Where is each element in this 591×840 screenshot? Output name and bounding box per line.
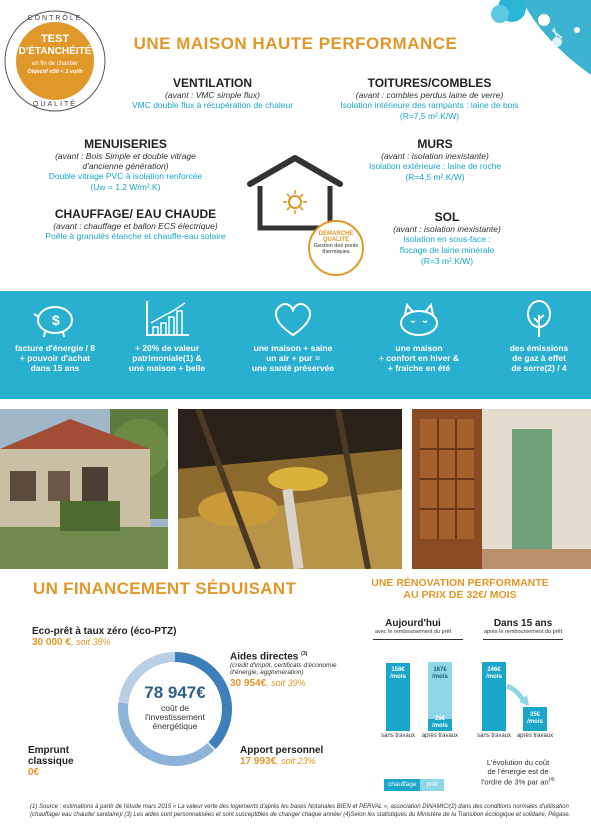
benefit-item bbox=[484, 299, 591, 373]
total-sub1: coût de bbox=[161, 703, 189, 713]
later-divider bbox=[483, 639, 563, 640]
murs-after1: Isolation extérieure : laine de roche bbox=[368, 161, 502, 171]
benefit-line3: une maison + belle bbox=[128, 363, 206, 373]
apport-label: Apport personnel bbox=[240, 745, 324, 756]
sol-avant: (avant : isolation inexistante) bbox=[393, 224, 501, 234]
today-sub: avec le remboursement du prêt bbox=[374, 629, 452, 635]
toitures-block bbox=[332, 76, 527, 122]
emprunt-block bbox=[28, 745, 108, 778]
aides-detail2: d'énergie, agglomération) bbox=[230, 669, 304, 677]
label-sans-travaux-later: sans travaux bbox=[476, 733, 512, 739]
emprunt-label2: classique bbox=[28, 756, 74, 767]
benefit-line1: facture d'énergie / 8 bbox=[15, 343, 95, 353]
interior-door-photo bbox=[412, 409, 591, 569]
apport-share: , soit 23% bbox=[276, 756, 316, 766]
toitures-after2: (R=7,5 m².K/W) bbox=[399, 111, 460, 121]
label-sans-travaux-today: sans travaux bbox=[380, 733, 416, 739]
evolution-note bbox=[472, 758, 564, 787]
quality-badge bbox=[3, 9, 107, 113]
ventilation-after: VMC double flux à récupération de chaleur bbox=[131, 100, 294, 110]
piggy-bank-icon bbox=[31, 299, 79, 339]
total-sub3: énergétique bbox=[152, 721, 198, 731]
attic-insulation-photo bbox=[178, 409, 402, 569]
benefits-band bbox=[0, 291, 591, 399]
later-header bbox=[478, 618, 568, 635]
house-exterior-photo bbox=[0, 409, 168, 569]
benefit-item bbox=[112, 299, 222, 373]
legend-chauffage: chauffage bbox=[384, 779, 420, 791]
benefit-line2: un air + pur = bbox=[266, 353, 320, 363]
aides-amount: 30 954€ bbox=[230, 678, 267, 690]
ptz-share: , soit 38% bbox=[70, 637, 111, 647]
benefit-line3: + fraîche en été bbox=[387, 363, 451, 373]
label-apres-travaux-later: après travaux bbox=[516, 733, 554, 739]
chauffage-block bbox=[28, 207, 243, 242]
footnote: (1) Source : estimations à partir de l'étude mars 2015 « La valeur verte des logements d'après les bases Notariales BIEN et PERVAL », association DINAMIC/(2) dans des conditions normales d'utilisation (chauffage/ eau chaude/ sanitaire)/ (3) Les aides sont personnalisées et sont susceptibles de changer chaque année/ (4)Selon les statistiques du Ministère de la Transition écologique et solidaire, Pégase. bbox=[30, 804, 571, 818]
renovation-title bbox=[360, 577, 560, 601]
donut-center bbox=[115, 683, 235, 731]
ptz-block bbox=[32, 626, 202, 648]
benefit-line1: + 20% de valeur bbox=[134, 343, 200, 353]
sol-after1: Isolation en sous-face : bbox=[403, 234, 491, 244]
bar-label-today-pret: 167€ /mois bbox=[432, 667, 448, 680]
benefit-item bbox=[364, 299, 474, 373]
ventilation-avant: (avant : VMC simple flux) bbox=[165, 90, 260, 100]
murs-block bbox=[365, 137, 505, 183]
demarche-line1: DÉMARCHE bbox=[318, 231, 354, 237]
murs-title: MURS bbox=[417, 137, 453, 151]
menuiseries-avant1: (avant : Bois Simple et double vitrage bbox=[55, 151, 196, 161]
demarche-line3: Gestion des ponts bbox=[313, 243, 359, 249]
legend bbox=[384, 779, 444, 791]
menuiseries-block bbox=[38, 137, 213, 193]
today-divider bbox=[373, 639, 463, 640]
later-title: Dans 15 ans bbox=[493, 618, 553, 629]
murs-avant: (avant : isolation inexistante) bbox=[381, 151, 489, 161]
aides-sup: (3) bbox=[301, 651, 308, 657]
bar-label-today-sans: 158€ /mois bbox=[390, 667, 406, 680]
chauffage-avant: (avant : chauffage et ballon ECS électrique) bbox=[53, 221, 218, 231]
total-sub2: l'investissement bbox=[145, 712, 205, 722]
tree-icon bbox=[515, 299, 563, 339]
menuiseries-after1: Double vitrage PVC à isolation renforcée bbox=[48, 171, 203, 181]
later-sub: après le remboursement du prêt bbox=[483, 629, 563, 635]
badge-line4: Objectif n50 < 3 vol/h bbox=[27, 69, 83, 75]
benefit-line3: de serre(2) / 4 bbox=[511, 363, 567, 373]
emprunt-amount: 0€ bbox=[28, 767, 40, 778]
ptz-amount: 30 000 € bbox=[32, 637, 71, 648]
murs-after2: (R=4,5 m².K/W) bbox=[405, 172, 465, 182]
benefit-line2: patrimoniale(1) & bbox=[132, 353, 202, 363]
sol-block bbox=[372, 210, 522, 267]
benefit-line1: une maison bbox=[395, 343, 443, 353]
demarche-line4: thermiques bbox=[322, 249, 350, 255]
renovation-title-line2: AU PRIX DE 32€/ MOIS bbox=[403, 589, 517, 601]
chauffage-after: Poêle à granulés étanche et chauffe-eau solaire bbox=[45, 231, 226, 241]
chauffage-title: CHAUFFAGE/ EAU CHAUDE bbox=[54, 207, 217, 221]
financement-title: UN FINANCEMENT SÉDUISANT bbox=[33, 579, 297, 598]
demarche-line2: QUALITÉ bbox=[322, 237, 350, 243]
apport-block bbox=[240, 745, 360, 767]
badge-top-text: CONTRÔLE bbox=[27, 15, 83, 22]
evolution-line3: l'ordre de 3% par an bbox=[481, 777, 549, 787]
benefit-line2: de gaz à effet bbox=[512, 353, 566, 363]
bar-label-later-apres: 35€ /mois bbox=[527, 712, 543, 725]
ventilation-block bbox=[115, 76, 310, 111]
today-title: Aujourd'hui bbox=[385, 618, 441, 629]
benefit-line1: une maison + saine bbox=[253, 343, 333, 353]
sol-after2: flocage de laine minérale bbox=[399, 245, 495, 255]
legend-pret: prêt bbox=[420, 779, 443, 791]
emprunt-label1: Emprunt bbox=[28, 745, 70, 756]
bar-label-later-sans: 246€ /mois bbox=[486, 667, 502, 680]
evolution-line2: de l'énergie est de bbox=[487, 767, 549, 776]
apport-amount: 17 993€ bbox=[240, 756, 277, 767]
renovation-title-line1: UNE RÉNOVATION PERFORMANTE bbox=[371, 577, 549, 589]
aides-detail1: (crédit d'impôt, certificats d'économie bbox=[230, 662, 337, 670]
decrease-arrow-icon bbox=[505, 684, 531, 708]
ventilation-title: VENTILATION bbox=[172, 76, 253, 90]
benefit-line3: dans 15 ans bbox=[30, 363, 80, 373]
toitures-avant: (avant : combles perdus laine de verre) bbox=[355, 90, 504, 100]
cat-icon bbox=[395, 299, 443, 339]
aides-label: Aides directes bbox=[230, 651, 299, 663]
aides-block bbox=[230, 651, 360, 689]
badge-line3: en fin de chantier bbox=[31, 61, 79, 67]
benefit-line3: une santé préservée bbox=[251, 363, 335, 373]
bar-label-today-chauffage: 25€ /mois bbox=[432, 716, 448, 729]
benefit-item bbox=[238, 299, 348, 373]
sol-after3: (R=3 m².K/W) bbox=[420, 256, 474, 266]
benefit-item bbox=[0, 299, 110, 373]
badge-bottom-text: QUALITÉ bbox=[33, 101, 77, 108]
menuiseries-avant2: d'ancienne génération) bbox=[82, 161, 169, 171]
badge-line2: D'ÉTANCHÉITÉ bbox=[18, 46, 92, 57]
today-header bbox=[363, 618, 463, 635]
total-amount: 78 947€ bbox=[144, 683, 206, 702]
svg-text:$: $ bbox=[52, 312, 60, 328]
benefit-line2: + confort en hiver & bbox=[378, 353, 460, 363]
evolution-line1: L'évolution du coût bbox=[486, 758, 550, 767]
page-title: UNE MAISON HAUTE PERFORMANCE bbox=[133, 34, 458, 53]
benefit-line2: + pouvoir d'achat bbox=[19, 353, 91, 363]
demarche-qualite-badge bbox=[308, 220, 364, 276]
benefit-line1: des émissions bbox=[509, 343, 569, 353]
growth-chart-icon bbox=[143, 299, 191, 339]
badge-line1: TEST bbox=[40, 33, 70, 45]
toitures-after1: Isolation intérieure des rampants : laine de bois bbox=[340, 100, 519, 110]
menuiseries-title: MENUISERIES bbox=[84, 137, 167, 151]
label-apres-travaux-today: après travaux bbox=[421, 733, 459, 739]
ptz-label: Eco-prêt à taux zéro (éco-PTZ) bbox=[32, 626, 177, 637]
heart-icon bbox=[269, 299, 317, 339]
menuiseries-after2: (Uw = 1.2 W/m².K) bbox=[90, 182, 161, 192]
sol-title: SOL bbox=[434, 210, 460, 224]
toitures-title: TOITURES/COMBLES bbox=[367, 76, 492, 90]
aides-share: , soit 39% bbox=[266, 678, 306, 689]
evolution-sup: (4) bbox=[548, 777, 555, 783]
